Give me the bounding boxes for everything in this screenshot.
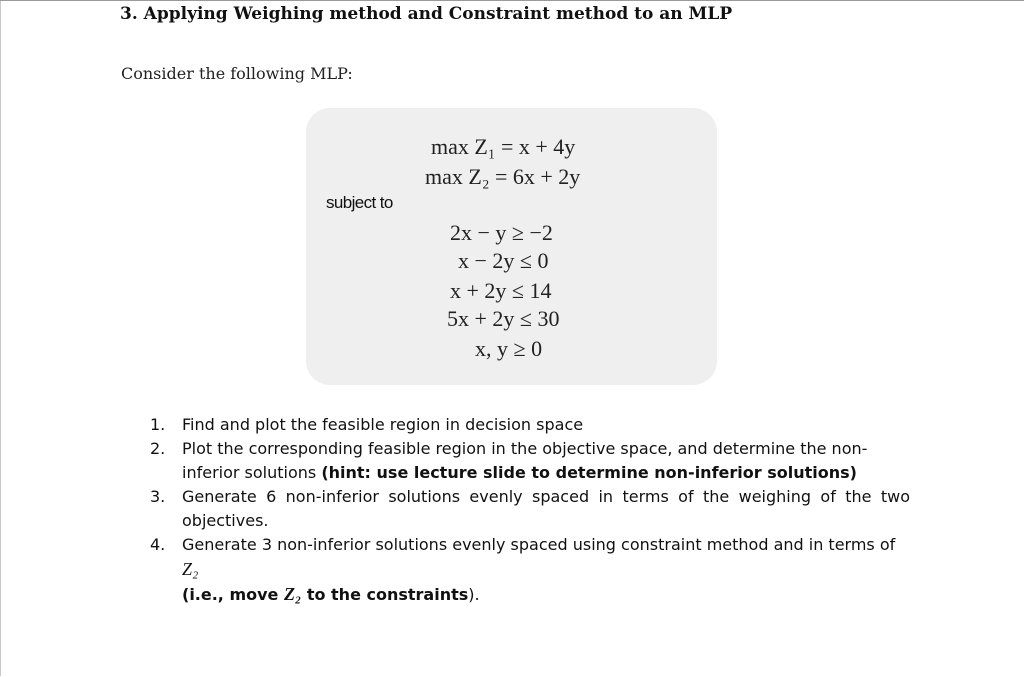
task-text: Generate 6 non-inferior solutions evenly spaced in terms of the weighing of the two objectives.: [182, 487, 910, 530]
z2-variable: Z₂: [182, 559, 199, 579]
task-text: Plot the corresponding feasible region in the objective space, and determine the non-inferior solutions: [182, 439, 868, 482]
task-hint-suffix: to the constraints: [301, 585, 469, 604]
list-item: [150, 413, 910, 437]
constraint-4: 5x + 2y ≤ 30: [447, 306, 560, 331]
objective-1: max Z₁ = x + 4y: [431, 134, 576, 159]
z2-variable: Z₂: [283, 584, 302, 604]
task-number: 2.: [150, 439, 166, 458]
task-hint-prefix: (i.e., move: [182, 585, 284, 604]
intro-text: Consider the following MLP:: [121, 64, 353, 83]
task-hint: (hint: use lecture slide to determine non-inferior solutions): [321, 463, 857, 482]
task-number: 1.: [150, 415, 166, 434]
constraint-5: x, y ≥ 0: [475, 336, 543, 361]
task-list: [150, 413, 910, 607]
task-number: 4.: [150, 535, 166, 554]
task-number: 3.: [150, 487, 166, 506]
objective-2: max Z₂ = 6x + 2y: [425, 164, 581, 189]
subject-to-label: subject to: [326, 193, 393, 212]
constraint-2: x − 2y ≤ 0: [458, 248, 549, 273]
list-item: [150, 485, 910, 533]
constraint-3: x + 2y ≤ 14: [450, 278, 552, 303]
list-item: [150, 437, 910, 485]
task-text: Find and plot the feasible region in decision space: [182, 415, 584, 434]
task-end: ).: [468, 585, 480, 604]
constraint-1: 2x − y ≥ −2: [450, 220, 553, 245]
task-text: Generate 3 non-inferior solutions evenly spaced using constraint method and in terms of: [182, 535, 896, 554]
section-heading: 3. Applying Weighing method and Constraint method to an MLP: [120, 4, 733, 24]
list-item: [150, 533, 910, 607]
top-divider: [0, 0, 1024, 1]
